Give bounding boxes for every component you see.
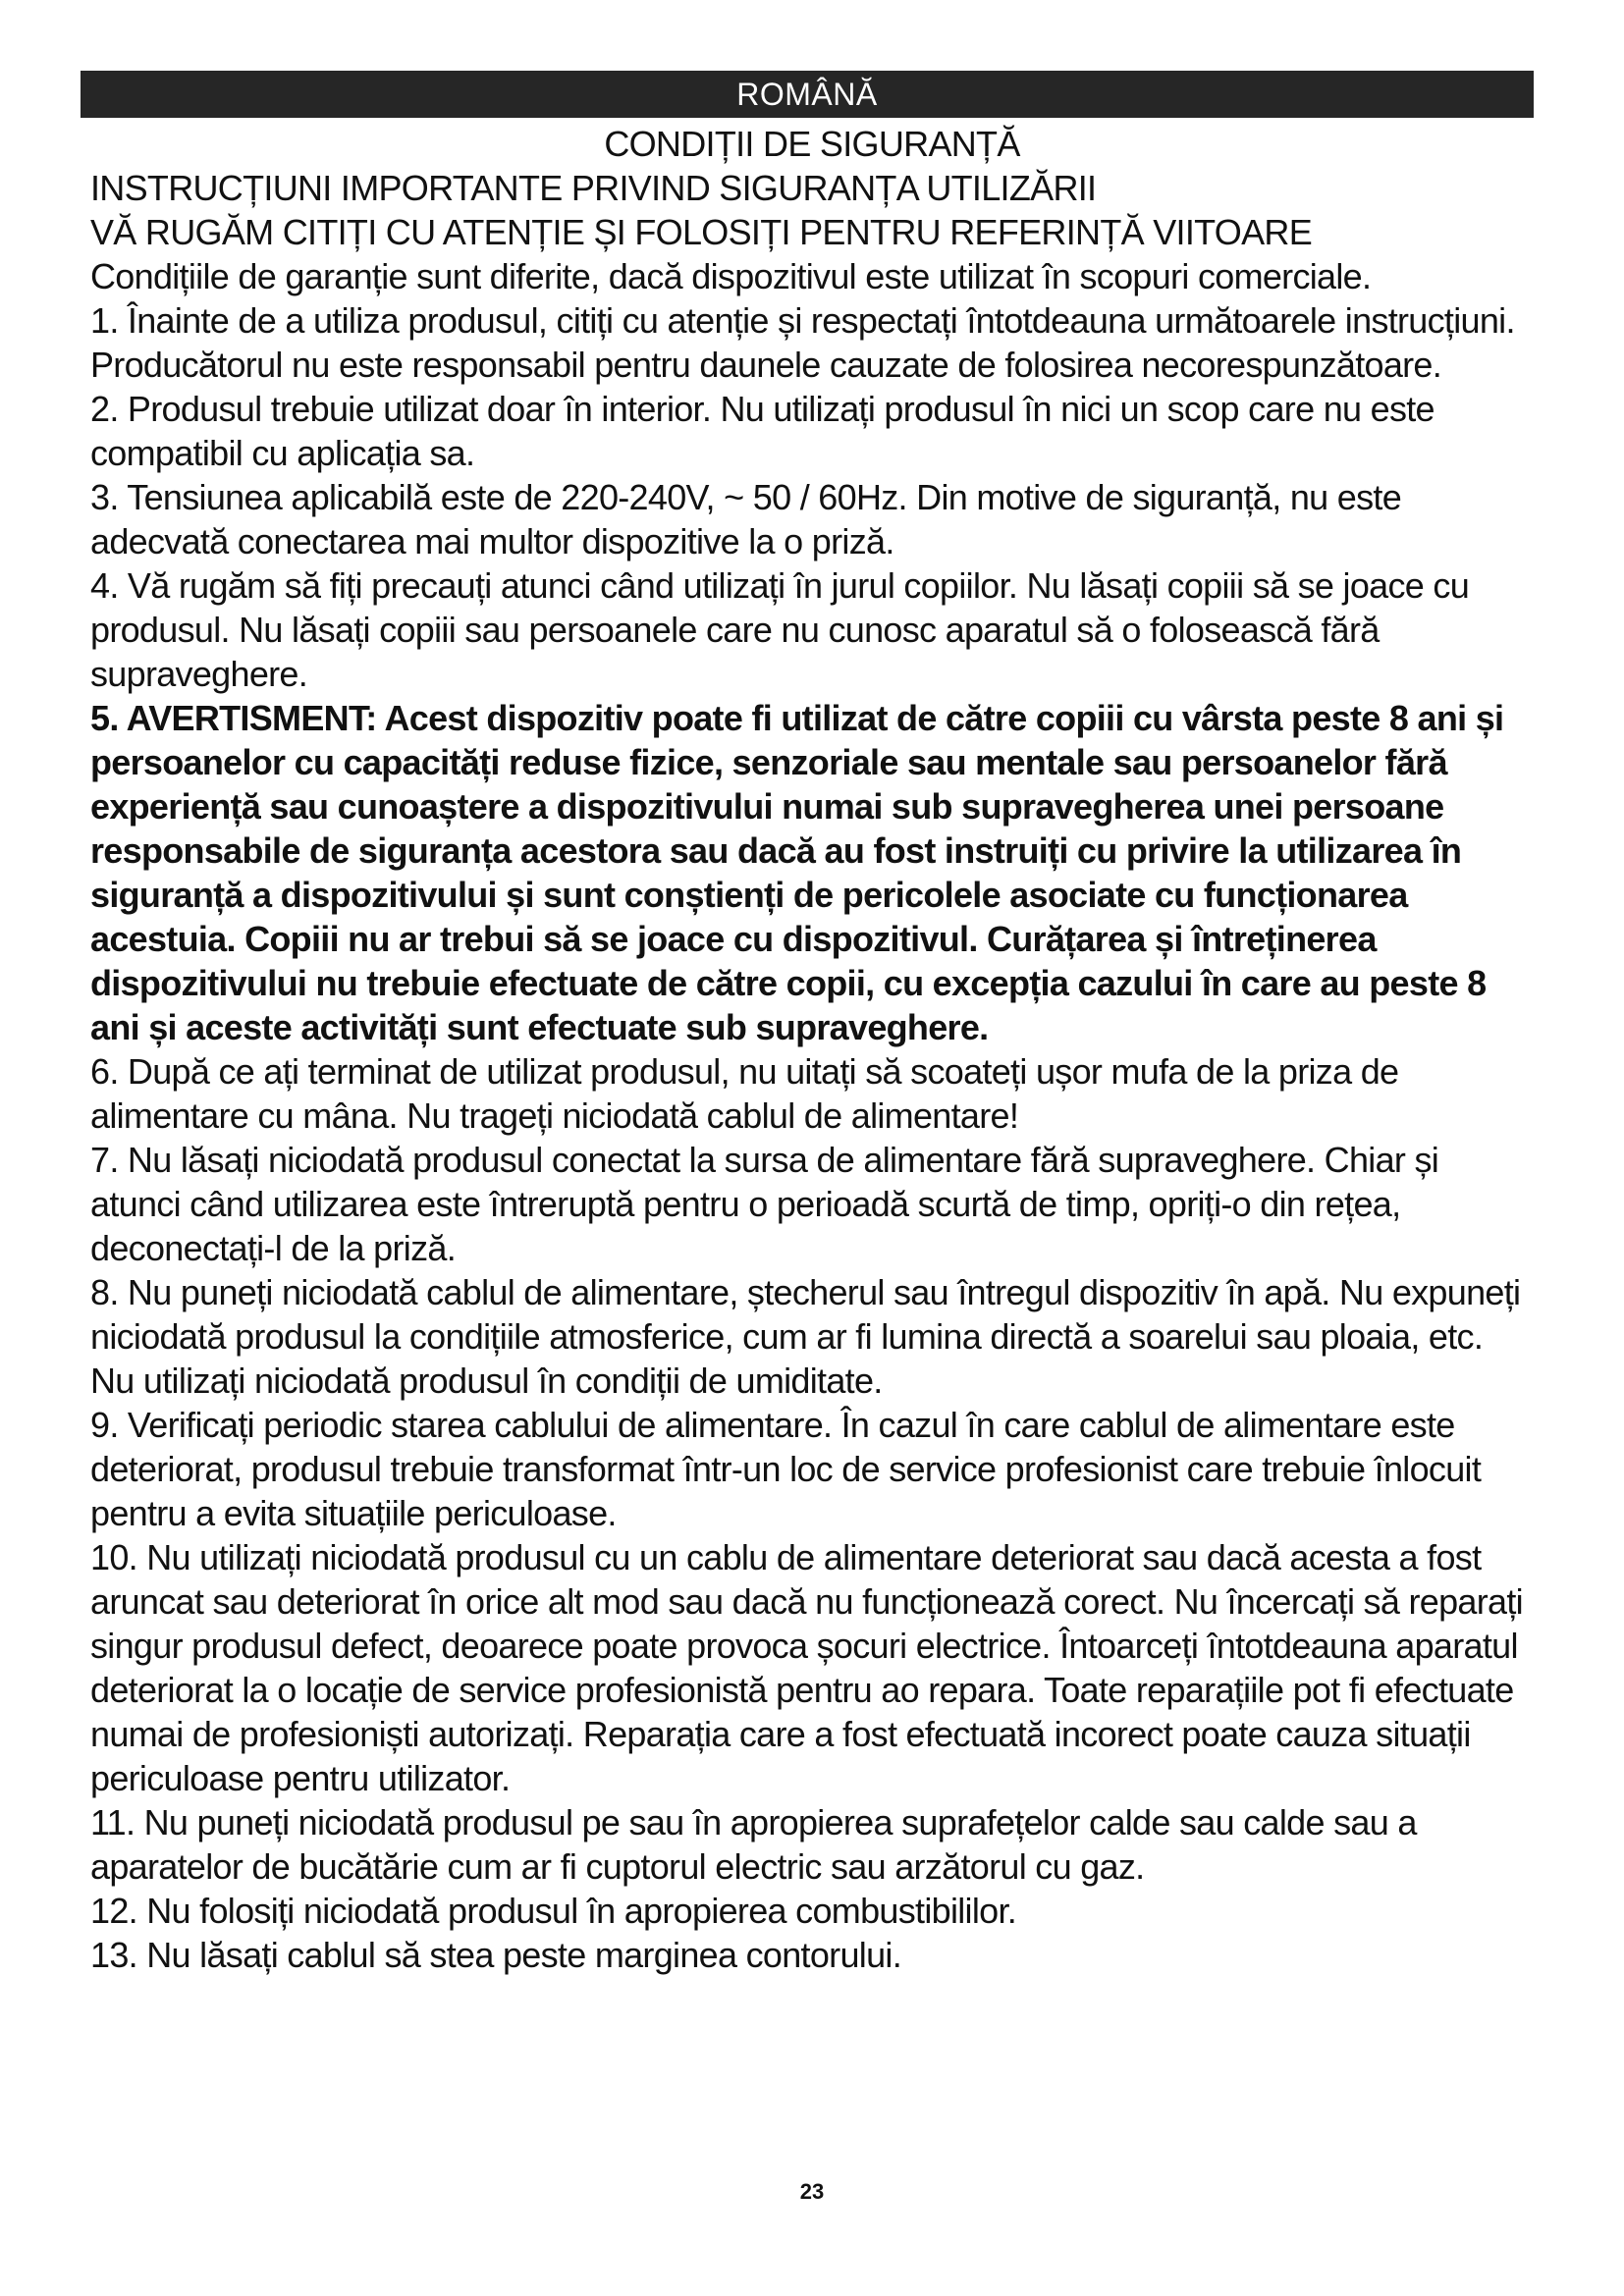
safety-item-7: 7. Nu lăsați niciodată produsul conectat la sursa de alimentare fără supraveghere. Chiar și atunci când utilizarea este întreruptă pentru o perioadă scurtă de timp, opriți-o din rețea, deconectați-l de la priză. <box>90 1140 1439 1268</box>
safety-item-4: 4. Vă rugăm să fiți precauți atunci când utilizați în jurul copiilor. Nu lăsați copiii să se joace cu produsul. Nu lăsați copiii sau persoanele care nu cunosc aparatul să o folosească fără supraveghere. <box>90 565 1470 694</box>
safety-item-10: 10. Nu utilizați niciodată produsul cu un cablu de alimentare deteriorat sau dacă acesta a fost aruncat sau deteriorat în orice alt mod sau dacă nu funcționează corect. Nu încercați să reparați singur produsul defect, deoarece poate provoca șocuri electrice. Întoarceți întotdeauna aparatul deteriorat la o locație de service profesionistă pentru ao repara. Toate reparațiile pot fi efectuate numai de profesioniști autorizați. Reparația care a fost efectuată incorect poate cauza situații periculoase pentru utilizator. <box>90 1537 1523 1798</box>
safety-item-13: 13. Nu lăsați cablul să stea peste marginea contorului. <box>90 1935 901 1975</box>
safety-item-1: 1. Înainte de a utiliza produsul, citiți cu atenție și respectați întotdeauna următoarele instrucțiuni. Producătorul nu este responsabil pentru daunele cauzate de folosirea necorespunzătoare. <box>90 300 1515 385</box>
page-number: 23 <box>799 2179 825 2204</box>
safety-item-8: 8. Nu puneți niciodată cablul de alimentare, ștecherul sau întregul dispozitiv în apă. Nu expuneți niciodată produsul la condițiile atmosferice, cum ar fi lumina directă a soarelui sau ploaia, etc. Nu utilizați niciodată produsul în condiții de umiditate. <box>90 1272 1521 1401</box>
section-title: CONDIȚII DE SIGURANȚĂ <box>604 124 1020 164</box>
safety-item-6: 6. După ce ați terminat de utilizat produsul, nu uitați să scoateți ușor mufa de la priza de alimentare cu mâna. Nu trageți niciodată cablul de alimentare! <box>90 1051 1399 1136</box>
safety-item-3: 3. Tensiunea aplicabilă este de 220-240V, ~ 50 / 60Hz. Din motive de siguranță, nu este adecvată conectarea mai multor dispozitive la o priză. <box>90 477 1402 561</box>
safety-item-11: 11. Nu puneți niciodată produsul pe sau în apropierea suprafețelor calde sau calde sau a aparatelor de bucătărie cum ar fi cuptorul electric sau arzătorul cu gaz. <box>90 1802 1417 1887</box>
safety-content <box>90 122 1534 1977</box>
safety-item-9: 9. Verificați periodic starea cablului de alimentare. În cazul în care cablul de alimentare este deteriorat, produsul trebuie transformat într-un loc de service profesionist care trebuie înlocuit pentru a evita situațiile periculoase. <box>90 1405 1482 1533</box>
subtitle-important-instructions: INSTRUCȚIUNI IMPORTANTE PRIVIND SIGURANȚA UTILIZĂRII <box>90 168 1097 208</box>
safety-item-2: 2. Produsul trebuie utilizat doar în interior. Nu utilizați produsul în nici un scop care nu este compatibil cu aplicația sa. <box>90 389 1435 473</box>
intro-paragraph: Condițiile de garanție sunt diferite, dacă dispozitivul este utilizat în scopuri comerciale. <box>90 256 1372 296</box>
language-header-bar: ROMÂNĂ <box>81 71 1534 118</box>
safety-item-5-warning: 5. AVERTISMENT: Acest dispozitiv poate fi utilizat de către copiii cu vârsta peste 8 ani și persoanelor cu capacități reduse fizice, senzoriale sau mentale sau persoanelor fără experiență sau cunoaștere a dispozitivului numai sub supravegherea unei persoane responsabile de siguranța acestora sau dacă au fost instruiți cu privire la utilizarea în siguranță a dispozitivului și sunt conștienți de pericolele asociate cu funcționarea acestuia. Copiii nu ar trebui să se joace cu dispozitivul. Curățarea și întreținerea dispozitivului nu trebuie efectuate de către copii, cu excepția cazului în care au peste 8 ani și aceste activități sunt efectuate sub supraveghere. <box>90 698 1504 1047</box>
subtitle-read-carefully: VĂ RUGĂM CITIȚI CU ATENȚIE ȘI FOLOSIȚI PENTRU REFERINȚĂ VIITOARE <box>90 212 1313 252</box>
safety-item-12: 12. Nu folosiți niciodată produsul în apropierea combustibililor. <box>90 1891 1017 1931</box>
